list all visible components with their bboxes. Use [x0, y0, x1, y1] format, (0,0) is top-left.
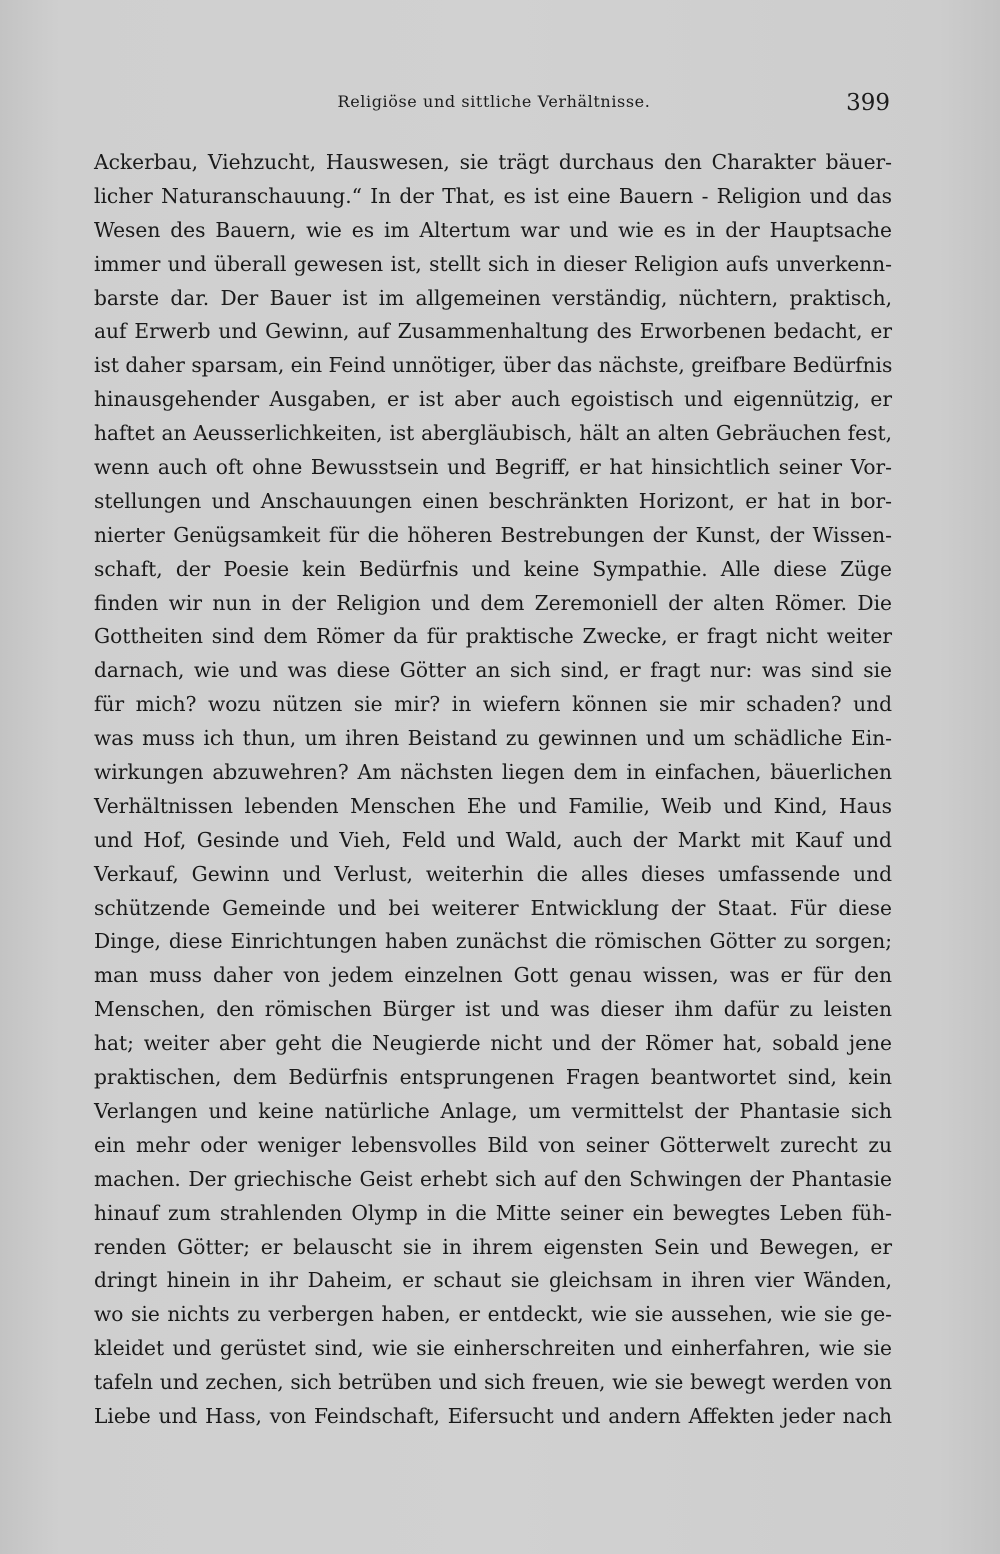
text-line: hinausgehender Ausgaben, er ist aber auch egoistisch und eigennützig, er: [94, 387, 892, 412]
text-line: stellungen und Anschauungen einen beschränkten Horizont, er hat in bor-: [94, 488, 892, 513]
text-line: hat; weiter aber geht die Neugierde nicht und der Römer hat, sobald jene: [94, 1031, 892, 1056]
text-line: immer und überall gewesen ist, stellt sich in dieser Religion aufs unverkenn-: [94, 251, 892, 276]
text-line: Verhältnissen lebenden Menschen Ehe und Familie, Weib und Kind, Haus: [94, 793, 892, 818]
text-line: dringt hinein in ihr Daheim, er schaut sie gleichsam in ihren vier Wänden,: [94, 1268, 892, 1293]
text-line: wenn auch oft ohne Bewusstsein und Begriff, er hat hinsichtlich seiner Vor-: [94, 455, 892, 480]
text-line: für mich? wozu nützen sie mir? in wiefern können sie mir schaden? und: [94, 692, 892, 717]
text-line: Verlangen und keine natürliche Anlage, um vermittelst der Phantasie sich: [94, 1098, 892, 1123]
text-line: haftet an Aeusserlichkeiten, ist abergläubisch, hält an alten Gebräuchen fest,: [94, 421, 892, 446]
text-line: darnach, wie und was diese Götter an sich sind, er fragt nur: was sind sie: [94, 658, 892, 683]
text-line: barste dar. Der Bauer ist im allgemeinen verständig, nüchtern, praktisch,: [94, 285, 892, 310]
page-number: 399: [846, 90, 890, 116]
text-line: was muss ich thun, um ihren Beistand zu gewinnen und um schädliche Ein-: [94, 726, 892, 751]
text-line: Dinge, diese Einrichtungen haben zunächst die römischen Götter zu sorgen;: [94, 929, 892, 954]
text-line: auf Erwerb und Gewinn, auf Zusammenhaltung des Erworbenen bedacht, er: [94, 319, 892, 344]
text-line: tafeln und zechen, sich betrüben und sich freuen, wie sie bewegt werden von: [94, 1370, 892, 1395]
text-line: ein mehr oder weniger lebensvolles Bild von seiner Götterwelt zurecht zu: [94, 1132, 892, 1157]
text-line: Wesen des Bauern, wie es im Altertum war und wie es in der Hauptsache: [94, 217, 892, 242]
running-title: Religiöse und sittliche Verhältnisse.: [337, 92, 651, 111]
text-line: ist daher sparsam, ein Feind unnötiger, über das nächste, greifbare Bedürfnis: [94, 353, 893, 378]
text-line: wirkungen abzuwehren? Am nächsten liegen dem in einfachen, bäuerlichen: [94, 760, 892, 785]
text-line: Gottheiten sind dem Römer da für praktische Zwecke, er fragt nicht weiter: [94, 624, 892, 649]
text-line: schützende Gemeinde und bei weiterer Entwicklung der Staat. Für diese: [94, 895, 892, 920]
text-line: Ackerbau, Viehzucht, Hauswesen, sie trägt durchaus den Charakter bäuer-: [94, 150, 892, 174]
text-line: Menschen, den römischen Bürger ist und was dieser ihm dafür zu leisten: [94, 997, 892, 1022]
text-line: schaft, der Poesie kein Bedürfnis und keine Sympathie. Alle diese Züge: [94, 556, 892, 581]
text-line: wo sie nichts zu verbergen haben, er entdeckt, wie sie aussehen, wie sie ge-: [94, 1302, 892, 1327]
text-line: Verkauf, Gewinn und Verlust, weiterhin die alles dieses umfassende und: [94, 861, 892, 886]
text-line: nierter Genügsamkeit für die höheren Bestrebungen der Kunst, der Wissen-: [94, 522, 892, 547]
text-line: hinauf zum strahlenden Olymp in die Mitte seiner ein bewegtes Leben füh-: [94, 1200, 892, 1225]
text-line: praktischen, dem Bedürfnis entsprungenen Fragen beantwortet sind, kein: [94, 1065, 892, 1090]
body-text: [94, 146, 892, 1434]
text-line: licher Naturanschauung.“ In der That, es ist eine Bauern - Religion und das: [94, 183, 892, 208]
text-line: Liebe und Hass, von Feindschaft, Eifersucht und andern Affekten jeder nach: [94, 1403, 892, 1428]
text-line: man muss daher von jedem einzelnen Gott genau wissen, was er für den: [94, 963, 892, 988]
text-line: finden wir nun in der Religion und dem Zeremoniell der alten Römer. Die: [94, 590, 892, 615]
text-line: machen. Der griechische Geist erhebt sich auf den Schwingen der Phantasie: [94, 1166, 892, 1191]
text-line: kleidet und gerüstet sind, wie sie einherschreiten und einherfahren, wie sie: [94, 1336, 892, 1361]
text-line: und Hof, Gesinde und Vieh, Feld und Wald, auch der Markt mit Kauf und: [94, 827, 892, 852]
running-head: [94, 92, 894, 122]
text-line: renden Götter; er belauscht sie in ihrem eigensten Sein und Bewegen, er: [94, 1234, 892, 1259]
